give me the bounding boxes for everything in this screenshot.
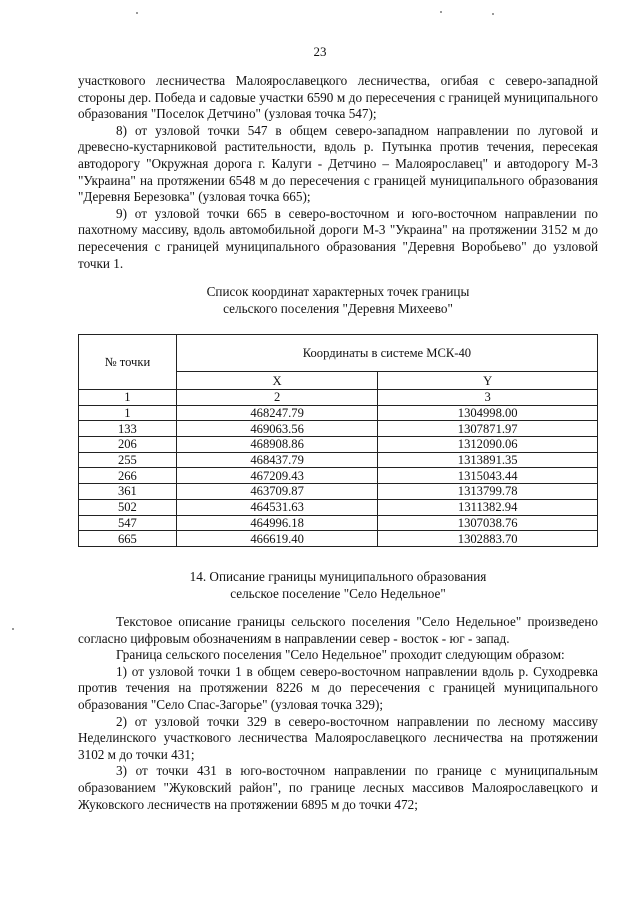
table-row	[79, 405, 598, 421]
table-row	[79, 531, 598, 547]
paragraph-item-3: 3) от точки 431 в юго-восточном направлении по границе с муниципальным образованием "Жуковский район", по границе лесных массивов Малоярославецкого и Жуковского лесничеств на протяжении 6895 м до точки 472;	[78, 763, 598, 812]
x-cell: 466619.40	[176, 531, 378, 547]
x-cell: 468247.79	[176, 405, 378, 421]
x-cell: 463709.87	[176, 484, 378, 500]
section-title-line: 14. Описание границы муниципального образования	[189, 569, 487, 584]
page-number: 23	[313, 44, 327, 59]
section-title-line: сельское поселение "Село Недельное"	[230, 585, 446, 601]
table-row	[79, 468, 598, 484]
x-cell: 468437.79	[176, 452, 378, 468]
paragraph-item-9: 9) от узловой точки 665 в северо-восточном и юго-восточном направлении по пахотному массиву, вдоль автомобильной дороги М-3 "Украина" на протяжении 3152 м до пересечения с границей муниципального образования "Деревня Воробьево" до узловой точки 1.	[78, 205, 598, 271]
point-cell: 361	[79, 484, 177, 500]
scan-speck	[136, 12, 138, 14]
y-cell: 1315043.44	[378, 468, 598, 484]
x-cell: 467209.43	[176, 468, 378, 484]
y-cell: 1307038.76	[378, 515, 598, 531]
point-cell: 502	[79, 499, 177, 515]
column-header-point: № точки	[79, 335, 177, 390]
table-caption	[78, 284, 598, 317]
point-cell: 255	[79, 452, 177, 468]
x-cell: 464996.18	[176, 515, 378, 531]
table-row	[79, 452, 598, 468]
y-cell: 1313799.78	[378, 484, 598, 500]
paragraph: участкового лесничества Малоярославецкого лесничества, огибая с северо-западной стороны дер. Победа и садовые участки 6590 м до пересечения с границей муниципального образования "Поселок Детчино" (узловая точка 547);	[78, 73, 598, 122]
numbering-cell: 2	[176, 390, 378, 406]
section-text	[78, 614, 598, 813]
numbering-cell: 1	[79, 390, 177, 406]
table-row	[79, 437, 598, 453]
column-header-x: X	[176, 372, 378, 390]
table-row	[79, 499, 598, 515]
table-row	[79, 484, 598, 500]
table-caption-line: сельского поселения "Деревня Михеево"	[223, 300, 453, 316]
table-caption-line: Список координат характерных точек границы	[206, 284, 470, 299]
paragraph-item-2: 2) от узловой точки 329 в северо-восточном направлении по лесному массиву Неделинского участкового лесничества Малоярославецкого лесничества на протяжении 3102 м до точки 431;	[78, 713, 598, 762]
point-cell: 1	[79, 405, 177, 421]
point-cell: 547	[79, 515, 177, 531]
y-cell: 1304998.00	[378, 405, 598, 421]
point-cell: 665	[79, 531, 177, 547]
scan-speck	[492, 13, 494, 15]
numbering-row	[79, 390, 598, 406]
scan-speck	[12, 628, 14, 630]
y-cell: 1313891.35	[378, 452, 598, 468]
point-cell: 133	[79, 421, 177, 437]
y-cell: 1302883.70	[378, 531, 598, 547]
column-header-y: Y	[378, 372, 598, 390]
x-cell: 469063.56	[176, 421, 378, 437]
table-row	[79, 515, 598, 531]
intro-text	[78, 73, 598, 272]
scan-speck	[440, 11, 442, 13]
paragraph: Текстовое описание границы сельского поселения "Село Недельное" произведено согласно цифровым обозначениям в направлении север - восток - юг - запад.	[78, 614, 598, 646]
paragraph-item-8: 8) от узловой точки 547 в общем северо-западном направлении по луговой и древесно-кустарниковой растительности, вдоль р. Путынка против течения, пересекая автодорогу "Окружная дорога г. Калуги - Детчино – Малоярославец" и автодорогу М-3 "Украина" на протяжении 6548 м до пересечения с границей муниципального образования "Деревня Березовка" (узловая точка 665);	[78, 122, 598, 205]
paragraph: Граница сельского поселения "Село Недельное" проходит следующим образом:	[116, 647, 565, 663]
y-cell: 1311382.94	[378, 499, 598, 515]
section-title	[78, 569, 598, 602]
y-cell: 1312090.06	[378, 437, 598, 453]
column-header-coords: Координаты в системе МСК-40	[176, 335, 597, 372]
coordinates-table	[78, 334, 598, 547]
numbering-cell: 3	[378, 390, 598, 406]
y-cell: 1307871.97	[378, 421, 598, 437]
x-cell: 464531.63	[176, 499, 378, 515]
point-cell: 266	[79, 468, 177, 484]
point-cell: 206	[79, 437, 177, 453]
paragraph-item-1: 1) от узловой точки 1 в общем северо-восточном направлении вдоль р. Суходревка против течения на протяжении 8226 м до пересечения с границей муниципального образования "Село Спас-Загорье" (узловая точка 329);	[78, 663, 598, 712]
table-row	[79, 421, 598, 437]
x-cell: 468908.86	[176, 437, 378, 453]
